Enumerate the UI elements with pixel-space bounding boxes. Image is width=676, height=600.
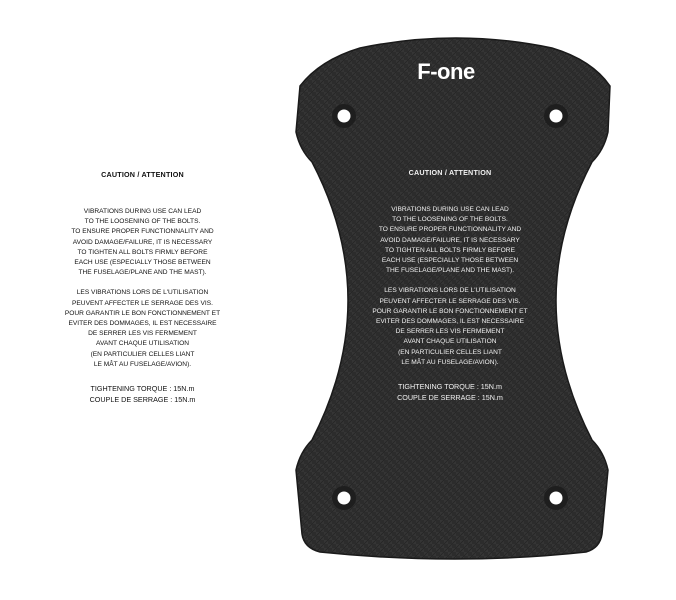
text-line: LE MÂT AU FUSELAGE/AVION). [93, 360, 192, 368]
text-line: AVOID DAMAGE/FAILURE, IT IS NECESSARY [380, 236, 520, 244]
text-line: POUR GARANTIR LE BON FONCTIONNEMENT ET [64, 309, 221, 317]
bolt-hole-bottom-right [544, 486, 568, 510]
bolt-hole-top-left [332, 104, 356, 128]
text-line: THE FUSELAGE/PLANE AND THE MAST). [385, 267, 515, 275]
text-line: POUR GARANTIR LE BON FONCTIONNEMENT ET [372, 307, 528, 315]
torque-spec [340, 382, 560, 403]
bolt-hole-bottom-left [332, 486, 356, 510]
french-paragraph [40, 288, 245, 370]
text-line: TO ENSURE PROPER FUNCTIONNALITY AND [378, 226, 522, 234]
text-line: DE SERRER LES VIS FERMEMENT [88, 330, 197, 338]
caution-label-plate [340, 168, 560, 403]
french-paragraph [340, 286, 560, 368]
torque-english: TIGHTENING TORQUE : 15N.m [90, 384, 195, 394]
text-line: (EN PARTICULIER CELLES LIANT [90, 350, 195, 358]
torque-english: TIGHTENING TORQUE : 15N.m [398, 382, 502, 392]
text-line: PEUVENT AFFECTER LE SERRAGE DES VIS. [379, 297, 521, 305]
text-line: AVANT CHAQUE UTILISATION [403, 338, 497, 346]
text-line: THE FUSELAGE/PLANE AND THE MAST). [78, 269, 207, 277]
torque-french: COUPLE DE SERRAGE : 15N.m [89, 394, 196, 404]
english-paragraph [340, 205, 560, 276]
text-line: EACH USE (ESPECIALLY THOSE BETWEEN [381, 257, 519, 265]
text-line: EVITER DES DOMMAGES, IL EST NECESSAIRE [68, 320, 217, 328]
caution-title: CAUTION / ATTENTION [101, 170, 184, 179]
text-line: LE MÂT AU FUSELAGE/AVION). [401, 358, 499, 366]
text-line: LES VIBRATIONS LORS DE L'UTILISATION [76, 289, 209, 297]
text-line: VIBRATIONS DURING USE CAN LEAD [83, 208, 202, 215]
bolt-hole-top-right [544, 104, 568, 128]
text-line: AVOID DAMAGE/FAILURE, IT IS NECESSARY [72, 238, 213, 246]
caution-label-white [40, 170, 245, 405]
text-line: PEUVENT AFFECTER LE SERRAGE DES VIS. [72, 299, 213, 307]
text-line: VIBRATIONS DURING USE CAN LEAD [391, 206, 509, 213]
text-line: TO TIGHTEN ALL BOLTS FIRMLY BEFORE [385, 246, 515, 254]
text-line: EVITER DES DOMMAGES, IL EST NECESSAIRE [375, 318, 525, 326]
caution-title: CAUTION / ATTENTION [408, 168, 492, 177]
text-line: DE SERRER LES VIS FERMEMENT [395, 328, 505, 336]
text-line: (EN PARTICULIER CELLES LIANT [398, 348, 502, 356]
brand-logo: F-one [417, 59, 475, 84]
torque-french: COUPLE DE SERRAGE : 15N.m [397, 392, 503, 402]
text-line: TO THE LOOSENING OF THE BOLTS. [392, 216, 508, 224]
text-line: LES VIBRATIONS LORS DE L'UTILISATION [384, 287, 516, 295]
torque-spec [40, 384, 245, 405]
text-line: EACH USE (ESPECIALLY THOSE BETWEEN [74, 259, 211, 267]
text-line: TO THE LOOSENING OF THE BOLTS. [84, 218, 201, 226]
text-line: TO ENSURE PROPER FUNCTIONNALITY AND [71, 228, 214, 236]
english-paragraph [40, 207, 245, 278]
text-line: AVANT CHAQUE UTILISATION [96, 340, 189, 348]
text-line: TO TIGHTEN ALL BOLTS FIRMLY BEFORE [77, 248, 208, 256]
